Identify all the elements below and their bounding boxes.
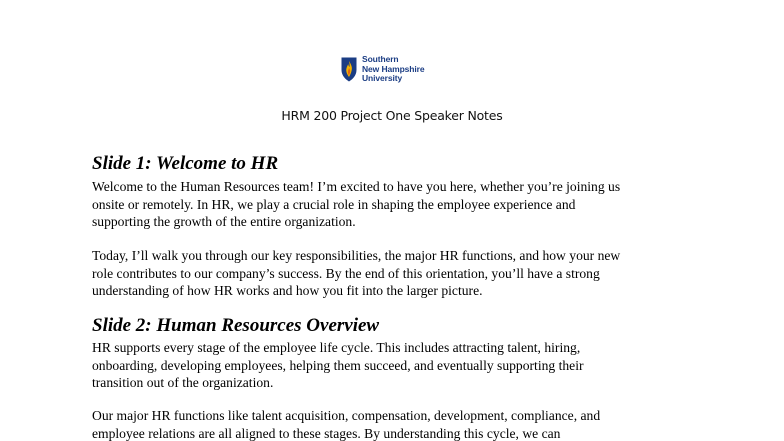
logo-wordmark bbox=[362, 55, 424, 84]
section-heading-slide-1: Slide 1: Welcome to HR bbox=[92, 153, 279, 174]
document-title: HRM 200 Project One Speaker Notes bbox=[281, 108, 503, 123]
logo-line-1: Southern bbox=[362, 54, 399, 64]
paragraph-line: understanding of how HR works and how you fit into the larger picture. bbox=[92, 283, 483, 298]
paragraph-line: employee relations are all aligned to these stages. By understanding this cycle, we can bbox=[92, 425, 561, 441]
paragraph-line: onboarding, developing employees, helping them succeed, and eventually supporting their bbox=[92, 357, 584, 373]
paragraph bbox=[92, 247, 712, 300]
university-logo bbox=[341, 55, 424, 84]
paragraph-line: onsite or remotely. In HR, we play a crucial role in shaping the employee experience and bbox=[92, 196, 576, 212]
paragraph bbox=[92, 407, 712, 441]
paragraph bbox=[92, 339, 712, 392]
paragraph-line: Welcome to the Human Resources team! I’m excited to have you here, whether you’re joining us bbox=[92, 179, 621, 194]
shield-flame-icon bbox=[341, 57, 357, 82]
paragraph-line: transition out of the organization. bbox=[92, 375, 274, 390]
paragraph-line: role contributes to our company’s success. By the end of this orientation, you’ll have a strong bbox=[92, 265, 600, 281]
paragraph bbox=[92, 178, 712, 231]
paragraph-line: Today, I’ll walk you through our key responsibilities, the major HR functions, and how your new bbox=[92, 248, 621, 263]
paragraph-line: HR supports every stage of the employee life cycle. This includes attracting talent, hiring, bbox=[92, 340, 581, 355]
paragraph-line: supporting the growth of the entire organization. bbox=[92, 214, 356, 229]
logo-line-2: New Hampshire bbox=[362, 63, 425, 74]
logo-line-3: University bbox=[362, 73, 403, 83]
paragraph-line: Our major HR functions like talent acquisition, compensation, development, compliance, and bbox=[92, 408, 601, 423]
section-heading-slide-2: Slide 2: Human Resources Overview bbox=[92, 315, 380, 336]
